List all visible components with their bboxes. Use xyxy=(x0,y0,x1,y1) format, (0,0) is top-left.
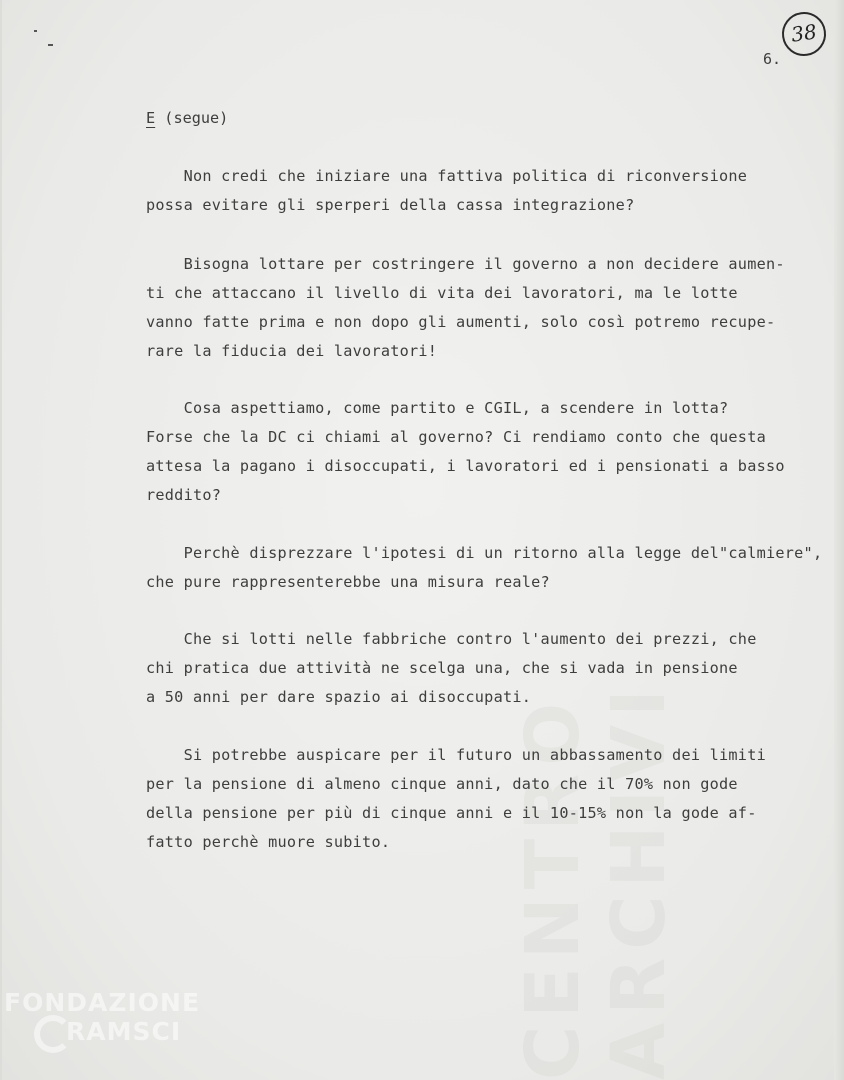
paragraph-line: attesa la pagano i disoccupati, i lavoratori ed i pensionati a basso xyxy=(146,457,785,475)
archive-number-stamp xyxy=(779,9,829,59)
paragraph-line: Perchè disprezzare l'ipotesi di un ritorno alla legge del"calmiere", xyxy=(146,544,823,562)
paragraph-line: fatto perchè muore subito. xyxy=(146,833,391,851)
scan-speck xyxy=(34,30,37,32)
section-letter: E xyxy=(146,109,156,127)
paragraph-line: Non credi che iniziare una fattiva politica di riconversione xyxy=(146,167,748,185)
fondazione-gramsci-logo xyxy=(0,985,210,1075)
section-label: (segue) xyxy=(155,109,229,127)
paragraph-line: per la pensione di almeno cinque anni, dato che il 70% non gode xyxy=(146,775,738,793)
scan-edge xyxy=(0,0,2,1080)
logo-line1: FONDAZIONE xyxy=(4,988,201,1017)
logo-line2: RAMSCI xyxy=(66,1017,182,1046)
paragraph-line: che pure rappresenterebbe una misura reale? xyxy=(146,573,550,591)
paragraph-line: Che si lotti nelle fabbriche contro l'aumento dei prezzi, che xyxy=(146,630,757,648)
scan-edge-right xyxy=(834,0,844,1080)
paragraph-line: rare la fiducia dei lavoratori! xyxy=(146,342,438,360)
paragraph-line: Forse che la DC ci chiami al governo? Ci rendiamo conto che questa xyxy=(146,428,766,446)
paragraph-line: della pensione per più di cinque anni e il 10-15% non la gode af- xyxy=(146,804,757,822)
page-number: 6. xyxy=(763,50,782,68)
paragraph-line: Bisogna lottare per costringere il governo a non decidere aumen- xyxy=(146,255,785,273)
paragraph-line: ti che attaccano il livello di vita dei lavoratori, ma le lotte xyxy=(146,284,738,302)
paragraph-line: a 50 anni per dare spazio ai disoccupati. xyxy=(146,688,532,706)
paragraph-line: Cosa aspettiamo, come partito e CGIL, a scendere in lotta? xyxy=(146,399,729,417)
paragraph-line: possa evitare gli sperperi della cassa integrazione? xyxy=(146,196,635,214)
paragraph-line: vanno fatte prima e non dopo gli aumenti, solo così potremo recupe- xyxy=(146,313,776,331)
paragraph-line: chi pratica due attività ne scelga una, che si vada in pensione xyxy=(146,659,738,677)
stamp-number: 38 xyxy=(789,19,819,47)
scan-speck xyxy=(48,44,53,46)
section-heading xyxy=(146,109,228,127)
paragraph-line: reddito? xyxy=(146,486,222,504)
archive-watermark-stamp: CENTRO ARCHIVI xyxy=(510,681,682,1080)
paragraph-line: Si potrebbe auspicare per il futuro un abbassamento dei limiti xyxy=(146,746,766,764)
